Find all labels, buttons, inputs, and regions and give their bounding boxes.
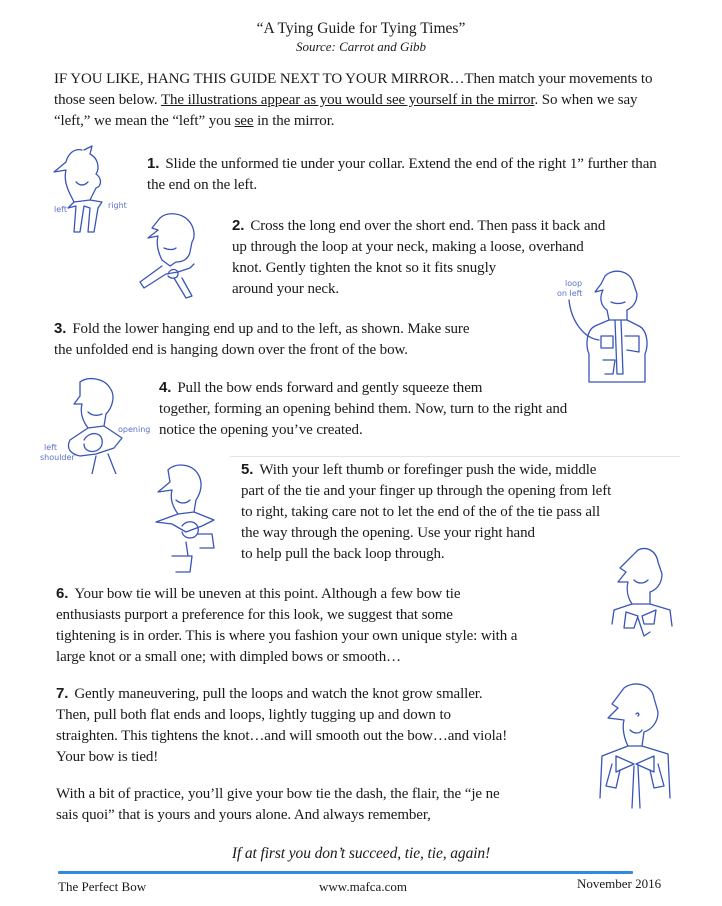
- step-text: up through the loop at your neck, making a loose, overhand: [232, 239, 584, 255]
- step-text: tightening is in order. This is where you fashion your own unique style: with a: [56, 628, 518, 644]
- step-6-illustration: [598, 544, 688, 644]
- sketch-label-right: right: [108, 201, 127, 210]
- step-text: Pull the bow ends forward and gently squeeze them: [177, 380, 483, 396]
- document-title: “A Tying Guide for Tying Times”: [256, 20, 466, 37]
- sketch-label-shoulder: shoulder: [40, 453, 75, 462]
- step-number: 1.: [147, 155, 160, 172]
- footer-website[interactable]: www.mafca.com: [319, 879, 407, 894]
- step-1-illustration: [44, 142, 144, 242]
- step-number: 4.: [159, 379, 172, 396]
- sketch-label-on-left: on left: [557, 289, 583, 298]
- step-text: With your left thumb or forefinger push the wide, middle: [259, 462, 597, 478]
- step-text: straighten. This tightens the knot…and will smooth out the bow…and viola!: [56, 728, 508, 744]
- step-number: 2.: [232, 217, 245, 234]
- document-source: Source: Carrot and Gibb: [295, 39, 427, 54]
- step-7-illustration: [588, 678, 688, 818]
- sketch-label-left-shoulder: left: [44, 443, 57, 452]
- step-3: [54, 318, 554, 361]
- step-text: part of the tie and your finger up through the opening from left: [241, 483, 612, 499]
- step-text: Gently maneuvering, pull the loops and watch the knot grow smaller.: [74, 686, 483, 702]
- sketch-label-left: left: [54, 205, 67, 214]
- intro-text: IF YOU LIKE, HANG THIS GUIDE NEXT TO YOUR MIRROR…Then match your movements to those seen below.: [54, 71, 653, 108]
- step-text: the way through the opening. Use your right hand: [241, 525, 535, 541]
- closing-text: With a bit of practice, you’ll give your bow tie the dash, the flair, the “je ne: [56, 786, 500, 802]
- closing-motto: If at first you don’t succeed, tie, tie, again!: [231, 845, 491, 862]
- step-4-illustration: [40, 374, 160, 474]
- step-text: Cross the long end over the short end. Then pass it back and: [250, 218, 606, 234]
- step-7: [56, 683, 596, 768]
- step-text: around your neck.: [232, 281, 340, 297]
- footer-rule: [58, 871, 633, 874]
- intro-see: see: [234, 113, 254, 129]
- step-number: 6.: [56, 585, 69, 602]
- closing-paragraph: [56, 784, 596, 826]
- step-text: Then, pull both flat ends and loops, lightly tugging up and down to: [56, 707, 451, 723]
- step-5-illustration: [142, 460, 237, 575]
- step-2-illustration: [130, 208, 225, 308]
- step-number: 3.: [54, 320, 67, 337]
- step-text: the unfolded end is hanging down over the front of the bow.: [54, 342, 408, 358]
- step-number: 7.: [56, 685, 69, 702]
- step-text: together, forming an opening behind them. Now, turn to the right and: [159, 401, 568, 417]
- step-text: notice the opening you’ve created.: [159, 422, 363, 438]
- intro-underlined: The illustrations appear as you would see yourself in the mirror: [160, 92, 535, 108]
- footer-date: November 2016: [577, 876, 662, 891]
- scan-divider: [230, 456, 680, 457]
- intro-text: . So when we say “left,” we mean the “left” you: [54, 92, 638, 129]
- step-text: Your bow is tied!: [56, 749, 159, 765]
- closing-text: sais quoi” that is yours and yours alone. And always remember,: [56, 807, 431, 823]
- step-1: [147, 153, 677, 196]
- step-text: to help pull the back loop through.: [241, 546, 445, 562]
- step-6: [56, 583, 596, 668]
- step-number: 5.: [241, 461, 254, 478]
- step-text: Fold the lower hanging end up and to the left, as shown. Make sure: [72, 321, 470, 337]
- step-text: Slide the unformed tie under your collar. Extend the end of the right 1” further than the end on the left.: [147, 156, 657, 193]
- sketch-label-loop: loop: [565, 279, 583, 288]
- intro-paragraph: [54, 69, 674, 132]
- sketch-label-opening: opening: [118, 425, 151, 434]
- step-text: enthusiasts purport a preference for this look, we suggest that some: [56, 607, 453, 623]
- step-3-illustration: [555, 264, 670, 389]
- step-text: Your bow tie will be uneven at this point. Although a few bow tie: [74, 586, 461, 602]
- step-text: large knot or a small one; with dimpled bows or smooth…: [56, 649, 402, 665]
- footer-title: The Perfect Bow: [58, 879, 147, 894]
- intro-text: in the mirror.: [253, 113, 335, 129]
- step-text: knot. Gently tighten the knot so it fits snugly: [232, 260, 497, 276]
- step-text: to right, taking care not to let the end of the of the tie pass all: [241, 504, 601, 520]
